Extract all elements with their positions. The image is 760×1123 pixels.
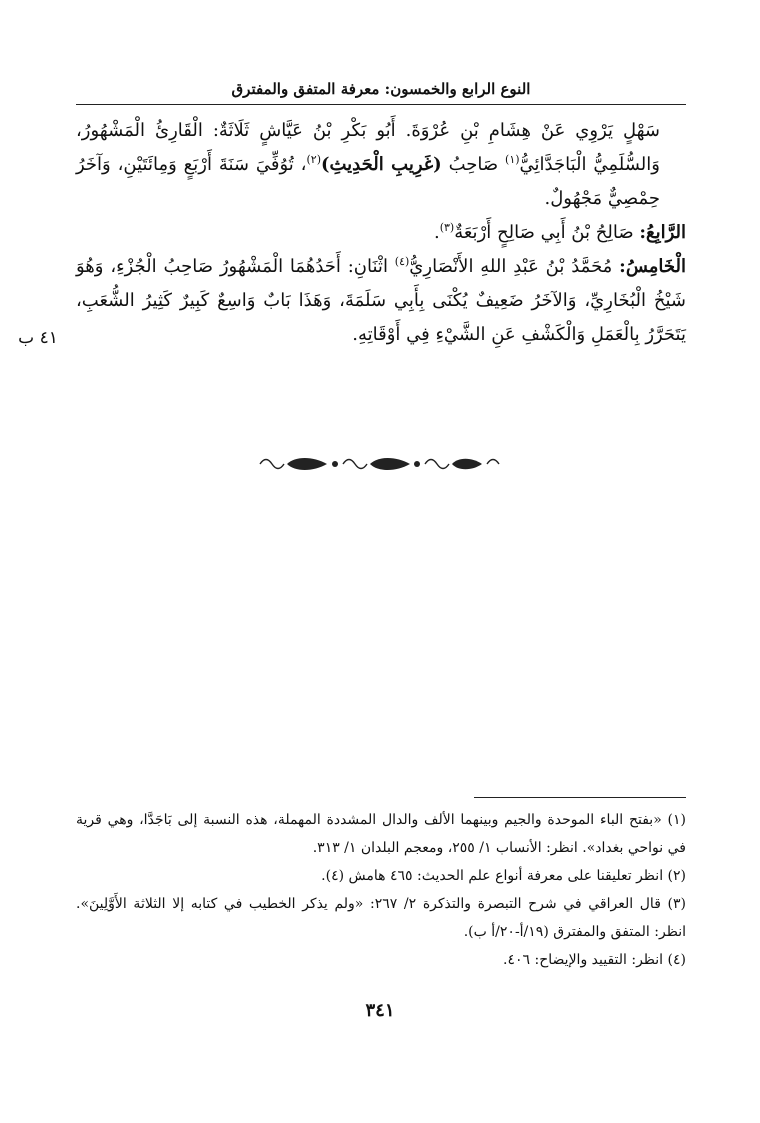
p1-line3: تُوُفِّيَ سَنَةَ أَرْبَعٍ وَمِائَتَيْنِ، وَآخَرُ حِمْصِيٌّ مَجْهُولٌ. [76, 154, 660, 209]
p3-text-a: مُحَمَّدُ بْنُ عَبْدِ اللهِ الأَنْصَارِيُّ [409, 256, 620, 277]
footnote-ref-4: (٤) [394, 255, 410, 268]
running-header: النوع الرابع والخمسون: معرفة المتفق والمفترق [231, 80, 531, 98]
header-rule [76, 104, 686, 105]
ornament-divider [255, 452, 505, 476]
p2-end: . [433, 222, 440, 243]
paragraph-2 [76, 216, 686, 250]
footnote-ref-3: (٣) [439, 221, 455, 234]
paragraph-1 [76, 114, 686, 216]
manuscript-folio-note: ٤١ ب [18, 328, 58, 348]
footnotes [76, 806, 686, 974]
p1-line1: سَهْلٍ يَرْوِي عَنْ هِشَامِ بْنِ عُرْوَةَ. أَبُو بَكْرِ بْنُ عَيَّاشٍ ثَلَاثَةٌ: الْقَارِئُ [155, 120, 660, 141]
paragraph-3 [76, 250, 686, 352]
p3-text-b: اثْنَانِ: أَحَدُهُمَا الْمَشْهُورُ صَاحِبُ الْجُزْءِ، وَهُوَ شَيْخُ الْبُخَارِيِّ، وَالآخَرُ ضَعِيفٌ يُكْنَى بِأَبِي سَلَمَةَ، وَهَذَا بَابٌ وَاسِعٌ كَبِيرٌ كَثِيرُ الشُّعَبِ، يَتَحَرَّرُ بِالْعَمَلِ وَالْكَشْفِ عَنِ الشَّيْءِ فِي أَوْقَاتِهِ. [76, 256, 686, 345]
footnote-rule [474, 797, 686, 798]
footnote-4: (٤) انظر: التقييد والإيضاح: ٤٠٦. [503, 952, 686, 968]
footnote-1: (١) «بفتح الباء الموحدة والجيم وبينهما الألف والدال المشددة المهملة، هذه النسبة إلى بَاجَدَّا، وهي قرية في نواحي بغداد». انظر: الأنساب ١/ ٢٥٥، ومعجم البلدان ١/ ٣١٣. [76, 812, 686, 856]
label-fourth: الرَّابِعُ: [639, 222, 686, 243]
main-text [76, 114, 686, 352]
book-title-gharib: (غَرِيبِ الْحَدِيثِ) [320, 154, 442, 175]
p1-line2-c: ، [300, 154, 307, 175]
ornament-leaves [287, 458, 482, 470]
p1-line2-b: صَاحِبُ [441, 154, 506, 175]
footnote-ref-1: (١) [505, 153, 520, 166]
p1-line2-a: الْمَشْهُورُ، وَالسُّلَمِيُّ الْبَاجَدَّائِيُّ [76, 120, 660, 175]
footnote-3: (٣) قال العراقي في شرح التبصرة والتذكرة ٢/ ٢٦٧: «ولم يذكر الخطيب في كتابه إلا الثلاثة الأَوَّلِينَ». انظر: المتفق والمفترق (١٩/أ-٢٠/أ ب). [76, 896, 686, 940]
label-fifth: الْخَامِسُ: [619, 256, 686, 277]
page-number: ٣٤١ [365, 1000, 395, 1021]
p2-text: صَالِحُ بْنُ أَبِي صَالِحٍ أَرْبَعَةٌ [454, 222, 640, 243]
footnote-ref-2: (٢) [306, 153, 321, 166]
footnote-2: (٢) انظر تعليقنا على معرفة أنواع علم الحديث: ٤٦٥ هامش (٤). [321, 868, 686, 884]
